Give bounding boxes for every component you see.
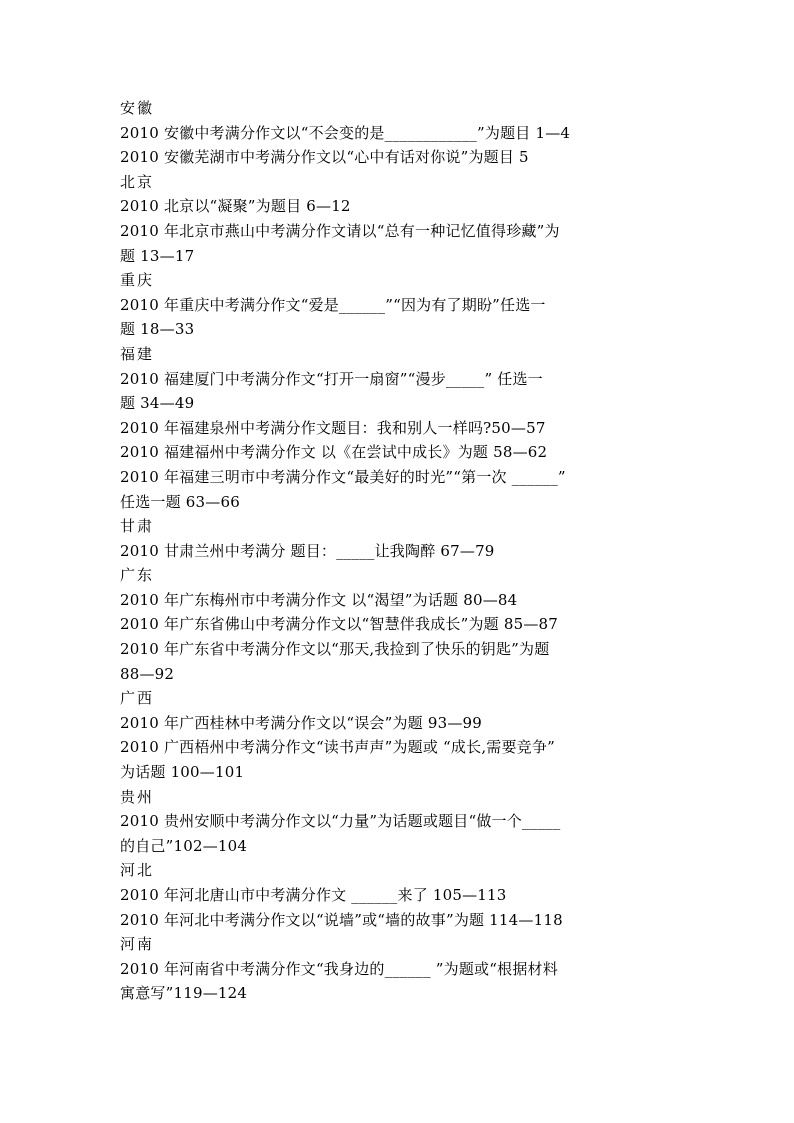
toc-entry: 2010 年广西桂林中考满分作文以“误会”为题 93—99 [120,713,483,732]
toc-entry: 2010 年广东省佛山中考满分作文以“智慧伴我成长”为题 85—87 [120,615,559,634]
region-heading: 广东 [120,566,155,585]
toc-entry: 2010 甘肃兰州中考满分 题目：_____让我陶醉 67—79 [120,541,495,560]
region-heading: 河北 [120,861,155,880]
region-heading: 安徽 [120,99,155,117]
toc-entry: 2010 年河北中考满分作文以“说墙”或“墙的故事”为题 114—118 [120,910,563,929]
toc-entry: 2010 广西梧州中考满分作文“读书声声”为题或 “成长,需要竞争” [120,738,555,757]
toc-entry: 2010 安徽中考满分作文以“不会变的是____________”为题目 1—4 [120,123,571,142]
toc-entry: 2010 安徽芜湖市中考满分作文以“心中有话对你说”为题目 5 [120,148,529,167]
region-heading: 福建 [120,344,155,363]
region-heading: 甘肃 [120,517,155,536]
toc-entry-continuation: 为话题 100—101 [120,763,245,782]
toc-entry: 2010 年广东梅州市中考满分作文 以“渴望”为话题 80—84 [120,590,518,609]
toc-entry: 2010 年福建三明市中考满分作文“最美好的时光”“第一次 ______” [120,467,566,486]
toc-entry-continuation: 题 34—49 [120,394,195,413]
region-heading: 北京 [120,172,155,191]
toc-entry: 2010 年广东省中考满分作文以“那天,我捡到了快乐的钥匙”为题 [120,640,550,659]
region-heading: 河南 [120,935,155,954]
toc-entry: 2010 年福建泉州中考满分作文题目：我和别人一样吗?50—57 [120,418,546,437]
toc-entry: 2010 福建厦门中考满分作文“打开一扇窗”“漫步_____” 任选一 [120,369,543,388]
toc-entry: 2010 福建福州中考满分作文 以《在尝试中成长》为题 58—62 [120,443,548,462]
toc-entry-continuation: 题 13—17 [120,246,195,265]
toc-entry-continuation: 任选一题 63—66 [120,492,240,511]
toc-entry-continuation: 寓意写”119—124 [120,984,248,1003]
toc-entry: 2010 年河北唐山市中考满分作文 ______来了 105—113 [120,886,507,904]
region-heading: 重庆 [120,271,155,290]
toc-entry-continuation: 的自己”102—104 [120,836,248,855]
table-of-contents [120,96,680,1006]
toc-entry: 2010 年河南省中考满分作文“我身边的______ ”为题或“根据材料 [120,959,558,978]
region-heading: 贵州 [120,787,155,806]
toc-entry: 2010 北京以“凝聚”为题目 6—12 [120,197,351,216]
toc-entry: 2010 年北京市燕山中考满分作文请以“总有一种记忆值得珍藏”为 [120,221,560,240]
region-heading: 广西 [120,689,155,708]
toc-entry: 2010 贵州安顺中考满分作文以“力量”为话题或题目“做一个_____ [120,812,561,831]
toc-entry-continuation: 题 18—33 [120,320,195,339]
toc-entry: 2010 年重庆中考满分作文“爱是______”“因为有了期盼”任选一 [120,295,546,314]
toc-entry-continuation: 88—92 [120,664,175,683]
